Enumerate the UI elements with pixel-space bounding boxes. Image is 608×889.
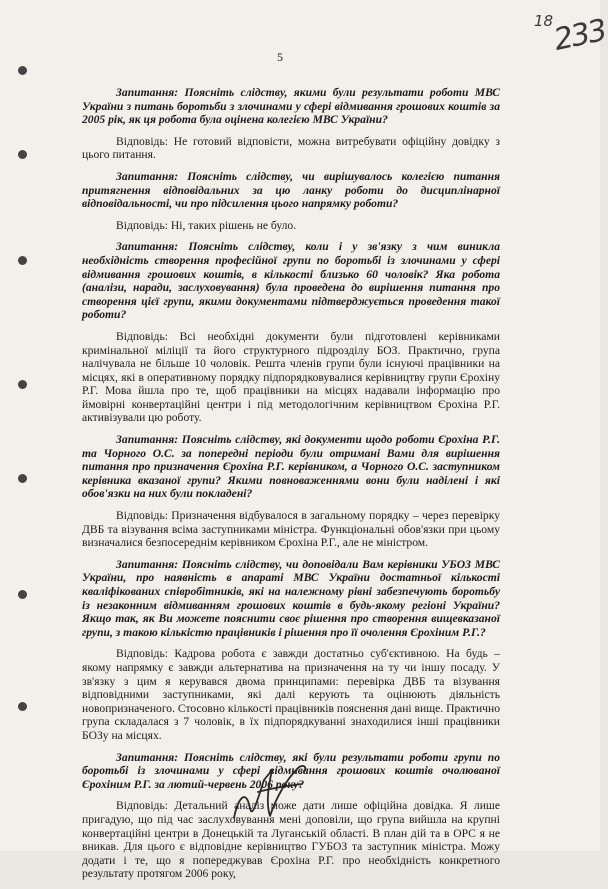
punch-hole: [18, 256, 27, 265]
question-text: Поясніть слідству, коли і у зв'язку з чим виникла необхідність створення професійної групи по боротьбі із злочинами у сфері відмивання грошових коштів, в кількості близько 60 чоловік? Яка робота (аналізи, наради, заслуховування) була проведена до вирішення питання про створення цієї групи, якими документами підтверджується проведення такої роботи?: [82, 240, 500, 322]
punch-hole: [18, 474, 27, 483]
question-paragraph: [82, 86, 500, 127]
answer-paragraph: [82, 135, 500, 162]
answer-text: Не готовий відповісти, можна витребувати офіційну довідку з цього питання.: [82, 134, 500, 162]
question-text: Поясніть слідству, якими були результати роботи МВС України з питань боротьби з злочинами у сфері відмивання грошових коштів за 2005 рік, як ця робота була оцінена колегією МВС України?: [82, 86, 500, 127]
answer-paragraph: [82, 647, 500, 742]
question-label: Запитання:: [116, 433, 179, 447]
question-text: Поясніть слідству, чи вирішувалось колегією питання притягнення відповідальних за цю ланку роботи до дисциплінарної відповідальності, чи про підсилення цього напрямку роботи?: [82, 169, 500, 211]
answer-paragraph: [82, 330, 500, 425]
question-text: Поясніть слідству, які документи щодо роботи Єрохіна Р.Г. та Чорного О.С. за попередні періоди були отримані Вами для вирішення питання про призначення Єрохіна Р.Г. керівником, а Чорного О.С. заступником керівника вказаної групи? Якими повноваженнями вони були наділені і які обов'язки на них були покладені?: [82, 433, 500, 501]
answer-paragraph: [82, 219, 500, 233]
question-label: Запитання:: [116, 750, 179, 764]
question-paragraph: [82, 240, 500, 322]
folio-large: 233: [550, 13, 608, 58]
question-text: Поясніть слідству, які були результати роботи групи по боротьбі із злочинами у сфері відмивання грошових коштів очолюваної Єрохіним Р.Г. за лютий-червень 2006 року?: [82, 750, 500, 791]
question-paragraph: [82, 170, 500, 211]
question-text: Поясніть слідству, чи доповідали Вам керівники УБОЗ МВС України, про наявність в апараті МВС України достатньої кількості кваліфікованих співробітників, які на належному рівні забезпечують боротьбу із незаконним відмиванням грошових коштів в будь-якому регіоні України? Якщо так, як Ви можете пояснити своє рішення про створення вищевказаної групи, з такою кількістю працівників і рішення про її очолення Єрохіним Р.Г.?: [82, 557, 500, 639]
signature: [228, 758, 318, 828]
answer-text: Кадрова робота є завжди достатньо суб'єктивною. На будь – якому напрямку є завжди альтернатива на призначення на ту чи іншу посаду. У зв'язку з цим я керувався двома принципами: перевірка ДВБ та візування відповідними заступниками, які далі керують та оцінюють діяльність новопризначеного. Стосовно кількості працівників пояснення дані вище. Практично група складалася з 7 чоловік, в їх підпорядкуванні знаходилися інші працівники БОЗу на місцях.: [82, 647, 500, 742]
punch-hole: [18, 590, 27, 599]
punch-hole: [18, 380, 27, 389]
punch-hole: [18, 702, 27, 711]
punch-hole: [18, 66, 27, 75]
question-label: Запитання:: [116, 169, 179, 183]
folio-small: 18: [534, 12, 554, 30]
question-label: Запитання:: [116, 557, 179, 571]
question-label: Запитання:: [116, 240, 179, 254]
question-label: Запитання:: [116, 86, 179, 99]
answer-text: Призначення відбувалося в загальному порядку – через перевірку ДВБ та візування всіма заступниками міністра. Функціональні обов'язки при цьому визначалися безпосереднім керівником Єрохіна Р.Г., але не міністром.: [82, 509, 500, 550]
answer-paragraph: [82, 509, 500, 550]
answer-text: Всі необхідні документи були підготовлені керівниками кримінальної міліції та його структурного підрозділу БОЗ. Практично, група налічувала не більше 10 чоловік. Решта членів групи були існуючі працівники на місцях, які в оперативному порядку підпорядковувалися керівництву групи Єрохіну Р.Г. Мова йшла про те, щоб працівники на місцях надавали інформацію про ймовірні конвертаційні центри і під методологічним керівництвом Єрохіна Р.Г. активізували цю роботу.: [82, 329, 500, 425]
answer-label: Відповідь:: [116, 134, 168, 148]
punch-hole: [18, 150, 27, 159]
answer-text: Детальний аналіз може дати лише офіційна довідка. Я лише пригадую, що під час заслуховування мені доповіли, що група вийшла на крупні конвертаційні центри в Донецькій та Луганській області. В план дій та в ОРС я не вникав. Для цього є відповідне керівництво ГУБОЗ та заступник міністра. Можу додати і те, що я попереджував Єрохіна Р.Г. про необхідність конкретного результату протягом 2006 року,: [82, 799, 500, 881]
question-paragraph: [82, 558, 500, 640]
page-number: 5: [277, 50, 283, 64]
answer-label: Відповідь:: [116, 218, 168, 232]
answer-label: Відповідь:: [116, 647, 168, 661]
question-paragraph: [82, 433, 500, 501]
answer-text: Ні, таких рішень не було.: [167, 218, 297, 232]
answer-label: Відповідь:: [116, 329, 168, 343]
answer-label: Відповідь:: [116, 509, 168, 523]
answer-label: Відповідь:: [116, 799, 168, 813]
